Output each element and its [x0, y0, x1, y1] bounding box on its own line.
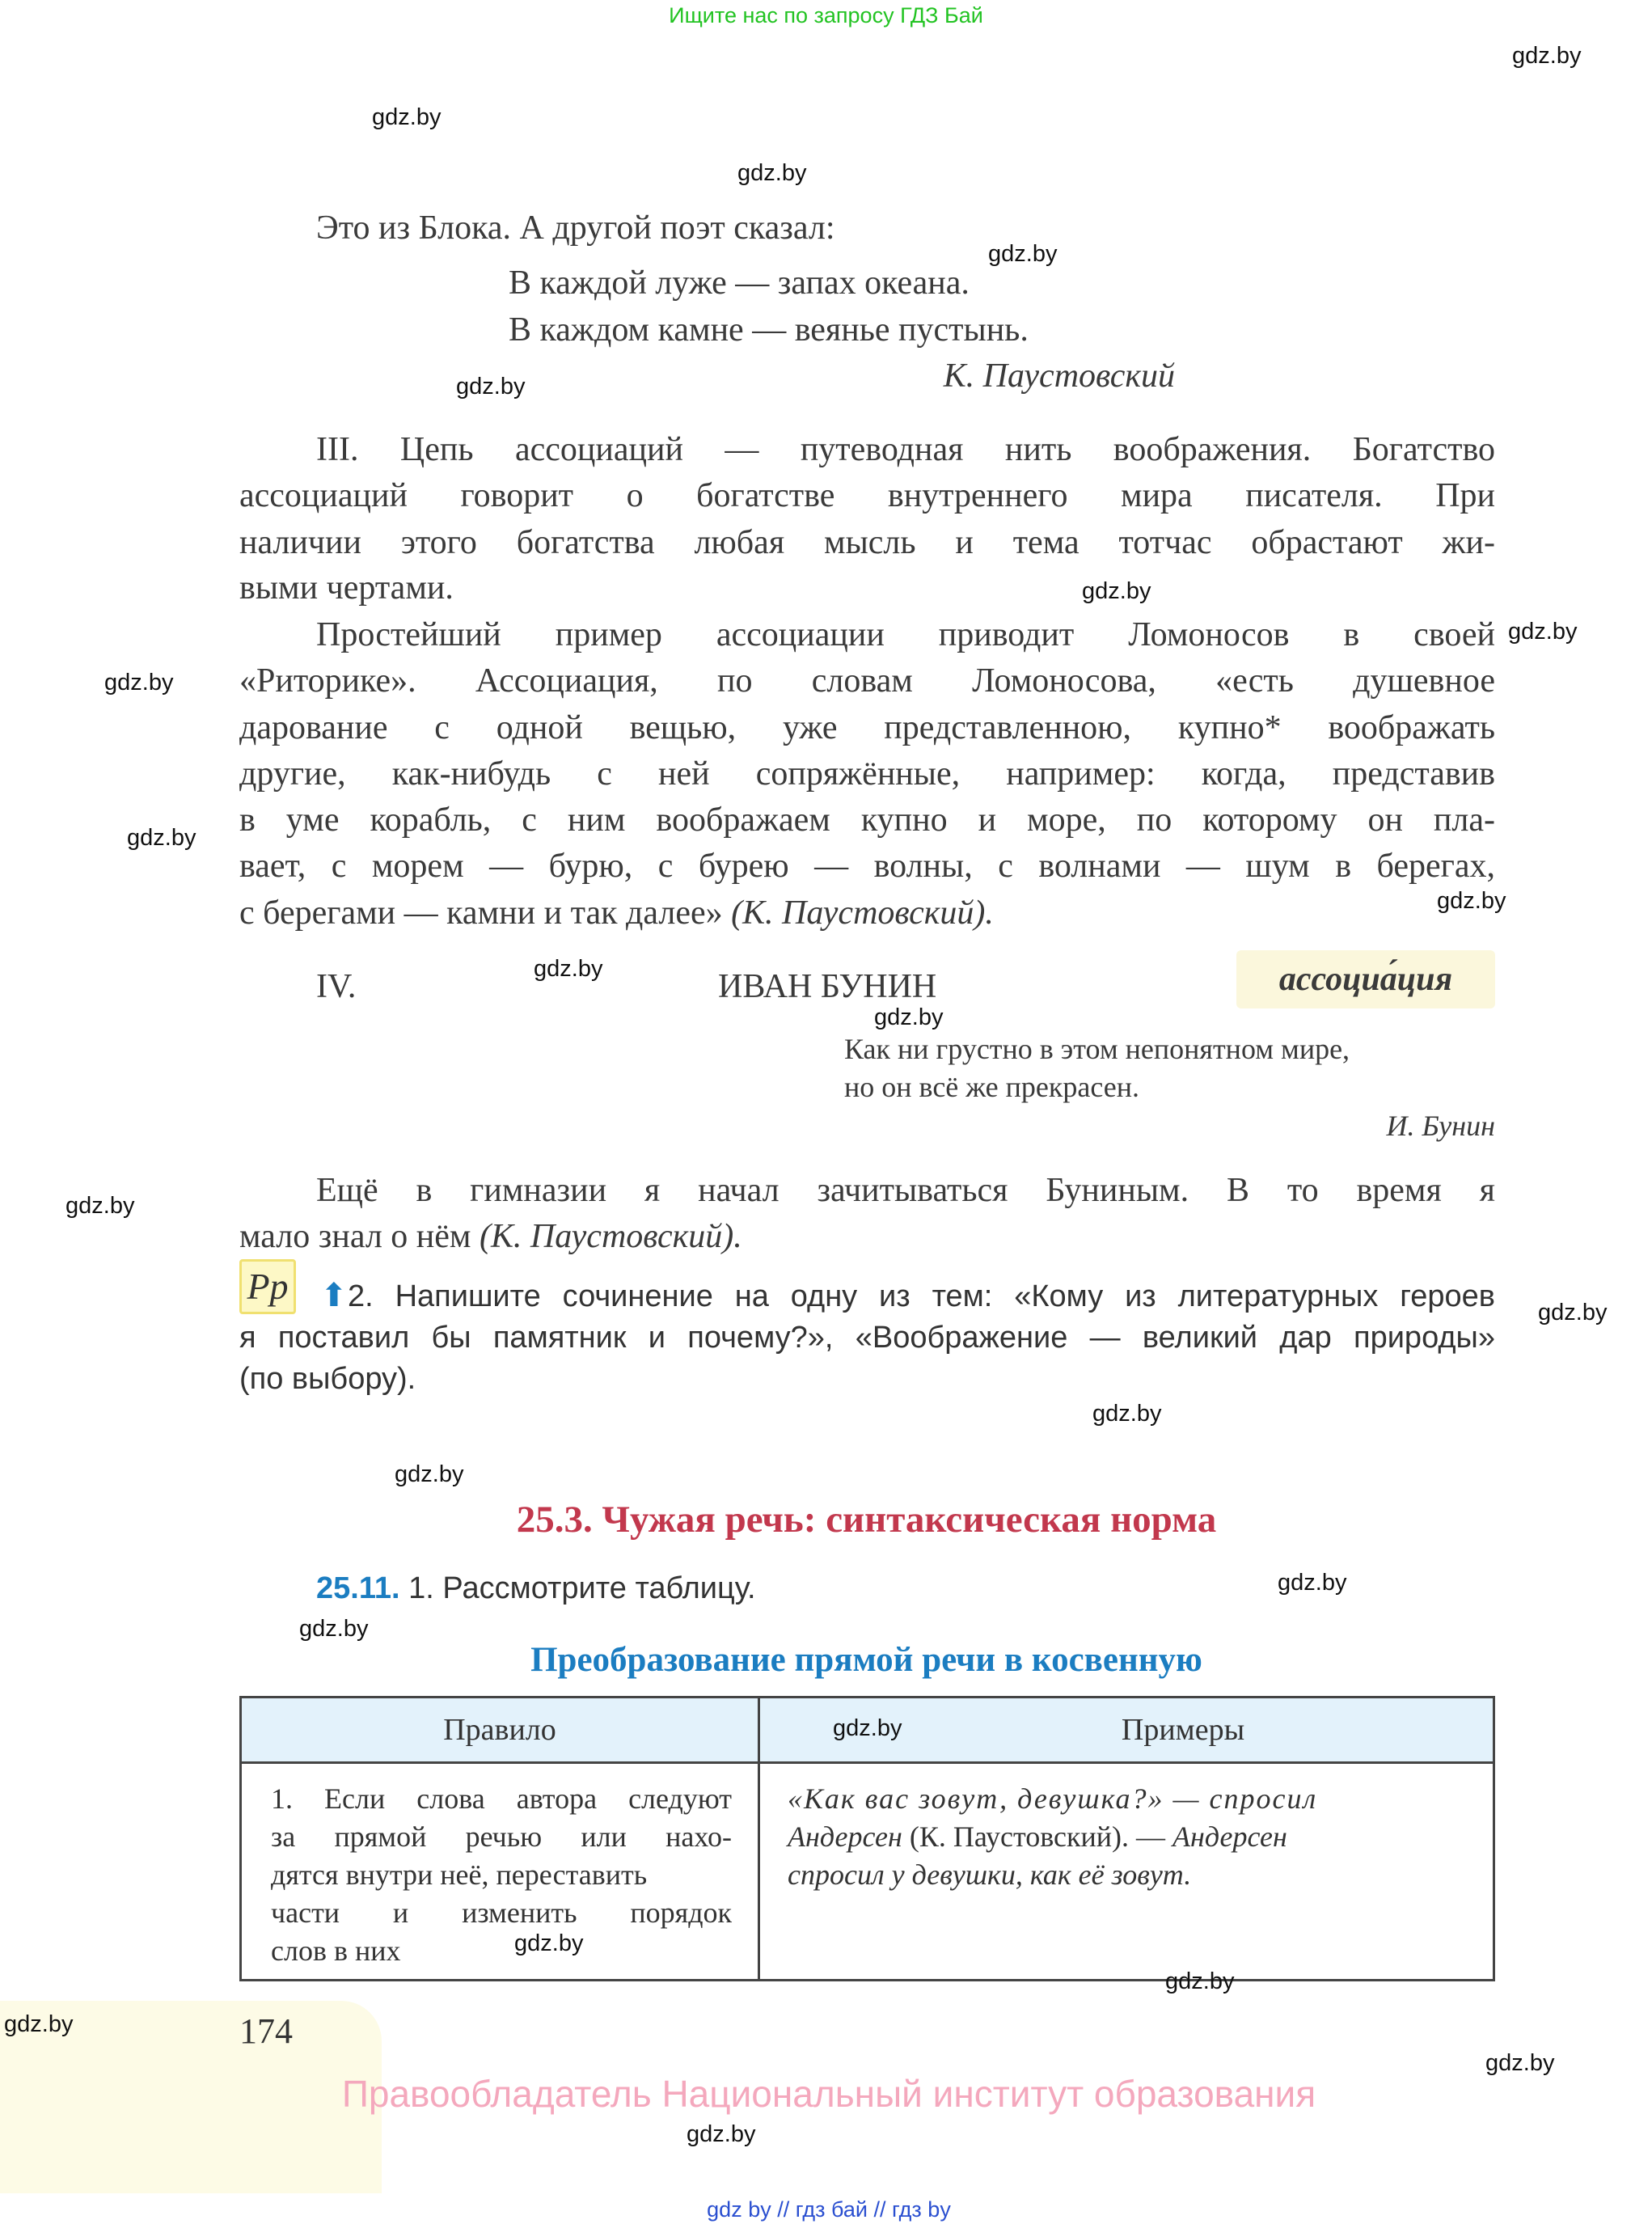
- section-title: ИВАН БУНИН: [718, 968, 937, 1005]
- source-citation: (К. Паустовский).: [731, 894, 994, 932]
- page-number: 174: [239, 2011, 293, 2051]
- exercise-text: 1. Рассмотрите таблицу.: [408, 1571, 756, 1605]
- column-header-rule: Правило: [241, 1698, 759, 1763]
- watermark: gdz.by: [1485, 2050, 1555, 2076]
- watermark: gdz.by: [833, 1715, 902, 1741]
- vocabulary-word-box: [1236, 950, 1495, 1008]
- paragraph-line: Простейший пример ассоциации приводит Ломоносов в своей: [316, 616, 1495, 653]
- watermark: gdz.by: [1437, 888, 1506, 914]
- example-cell: «Как вас зовут, девушка?» — спросил Андерсен (К. Паустовский). — Андерсен спросил у девушки, как её зовут.: [759, 1763, 1494, 1981]
- paragraph-text: мало знал о нём: [239, 1218, 471, 1255]
- table-title: Преобразование прямой речи в косвенную: [530, 1641, 1202, 1679]
- epigraph-line: Как ни грустно в этом непонятном мире,: [844, 1033, 1350, 1065]
- paragraph-line: другие, как-нибудь с ней сопряжённые, например: когда, представив: [239, 755, 1495, 793]
- paragraph-line: [239, 890, 1495, 937]
- watermark: gdz.by: [1092, 1401, 1162, 1427]
- watermark: gdz.by: [1512, 43, 1582, 69]
- exercise-number: 25.11.: [316, 1571, 400, 1605]
- task-line: я поставил бы памятник и почему?», «Воображение — великий дар природы»: [239, 1321, 1495, 1355]
- poem-line: В каждом камне — веянье пустынь.: [509, 311, 1029, 349]
- paragraph-line: дарование с одной вещью, уже представленною, купно* воображать: [239, 709, 1495, 746]
- paragraph-line: вает, с морем — бурю, с бурею — волны, с волнами — шум в берегах,: [239, 848, 1495, 885]
- footer-link[interactable]: гдз бай: [795, 2197, 868, 2222]
- section-number: IV.: [316, 968, 357, 1005]
- paragraph-line: ассоциаций говорит о богатстве внутреннего мира писателя. При: [239, 477, 1495, 514]
- task-line: (по выбору).: [239, 1362, 416, 1396]
- task-line: 2. Напишите сочинение на одну из тем: «Кому из литературных героев: [348, 1279, 1495, 1313]
- epigraph-author: И. Бунин: [1386, 1110, 1495, 1142]
- speech-development-icon: Pp: [239, 1259, 296, 1314]
- footer-link[interactable]: gdz by: [707, 2197, 771, 2222]
- vocabulary-word: ассоциа́ция: [1278, 961, 1453, 998]
- paragraph-line: в уме корабль, с ним воображаем купно и море, по которому он пла-: [239, 801, 1495, 839]
- up-arrow-icon: ⬆: [320, 1277, 348, 1314]
- intro-line: Это из Блока. А другой поэт сказал:: [316, 209, 835, 247]
- top-banner[interactable]: Ищите нас по запросу ГДЗ Бай: [669, 3, 983, 27]
- paragraph-line: «Риторике». Ассоциация, по словам Ломоносова, «есть душевное: [239, 662, 1495, 700]
- exercise-line: [316, 1571, 756, 1606]
- watermark: gdz.by: [1508, 619, 1578, 645]
- watermark: gdz.by: [65, 1193, 135, 1219]
- watermark: gdz.by: [1165, 1968, 1235, 1994]
- watermark: gdz.by: [1538, 1300, 1608, 1326]
- paragraph-line: выми чертами.: [239, 569, 454, 607]
- watermark: gdz.by: [395, 1461, 464, 1487]
- paragraph-line: наличии этого богатства любая мысль и тема тотчас обрастают жи-: [239, 524, 1495, 561]
- watermark: gdz.by: [737, 160, 807, 186]
- watermark: gdz.by: [456, 374, 526, 400]
- watermark: gdz.by: [127, 825, 196, 851]
- watermark: gdz.by: [372, 104, 442, 130]
- source-citation: (К. Паустовский).: [480, 1218, 742, 1255]
- footer-link[interactable]: гдз by: [892, 2197, 951, 2222]
- watermark: gdz.by: [514, 1930, 584, 1956]
- paragraph-line: III. Цепь ассоциаций — путеводная нить воображения. Богатство: [316, 431, 1495, 468]
- footer-links: gdz by // гдз бай // гдз by: [707, 2197, 951, 2222]
- watermark: gdz.by: [299, 1616, 369, 1642]
- watermark: gdz.by: [988, 241, 1058, 267]
- epigraph-line: но он всё же прекрасен.: [844, 1071, 1140, 1103]
- paragraph-line: [239, 1213, 1495, 1260]
- watermark: gdz.by: [534, 956, 603, 982]
- watermark: gdz.by: [687, 2121, 756, 2147]
- section-heading: 25.3. Чужая речь: синтаксическая норма: [516, 1499, 1217, 1541]
- watermark: gdz.by: [104, 670, 174, 696]
- watermark: gdz.by: [1278, 1570, 1347, 1596]
- copyright-notice: Правообладатель Национальный институт образования: [341, 2073, 1316, 2115]
- rule-cell: 1. Если слова автора следуют за прямой речью или нахо- дятся внутри неё, переставить части и изменить порядок слов в них: [241, 1763, 759, 1981]
- watermark: gdz.by: [1082, 578, 1151, 604]
- watermark: gdz.by: [874, 1004, 944, 1030]
- watermark: gdz.by: [4, 2011, 74, 2037]
- paragraph-line: Ещё в гимназии я начал зачитываться Буниным. В то время я: [316, 1172, 1495, 1209]
- paragraph-text: с берегами — камни и так далее»: [239, 894, 723, 932]
- poem-author: К. Паустовский: [943, 357, 1175, 395]
- poem-line: В каждой луже — запах океана.: [509, 264, 970, 302]
- column-header-examples: Примеры: [759, 1698, 1494, 1763]
